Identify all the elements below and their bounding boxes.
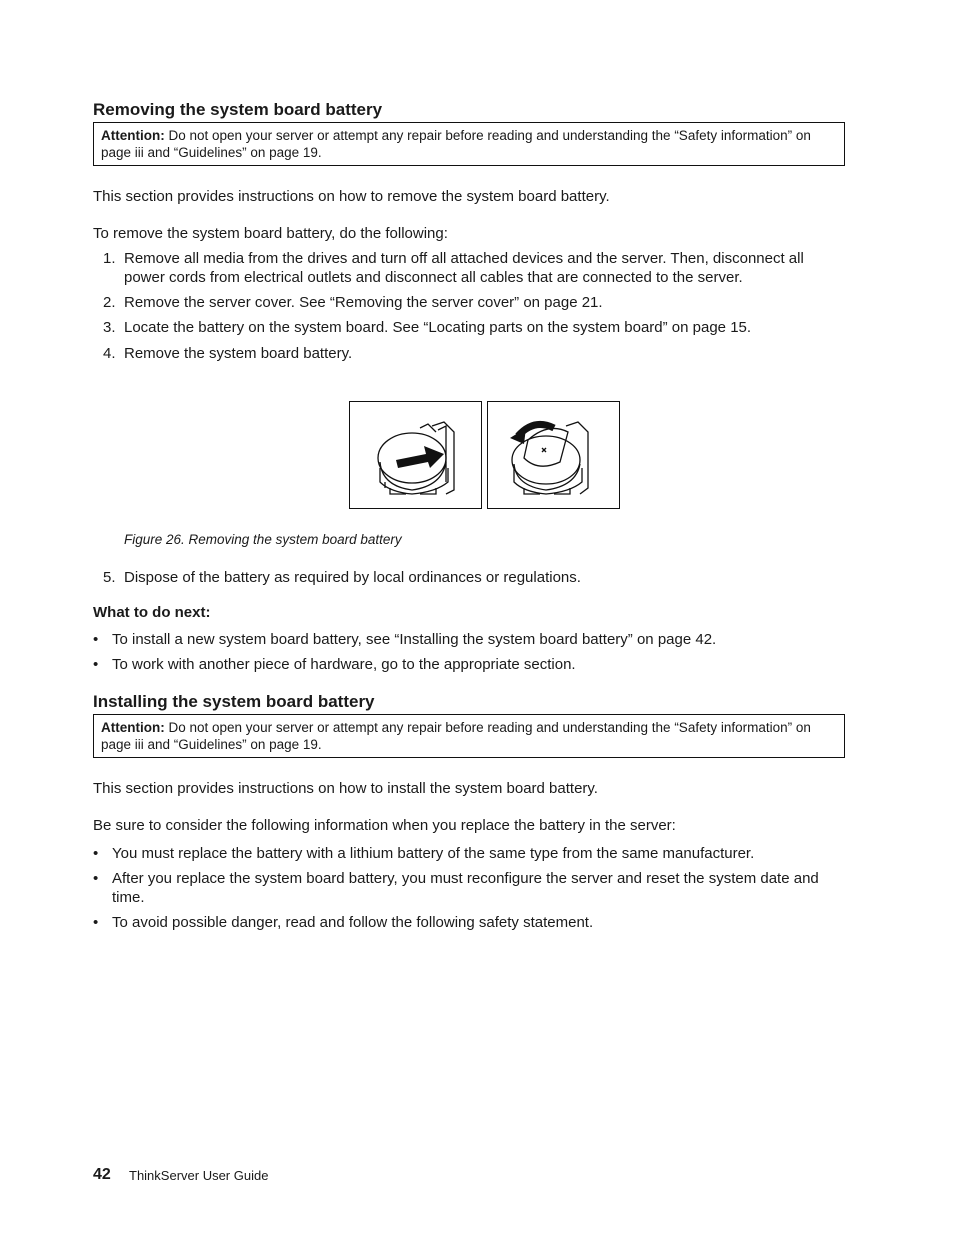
- intro-paragraph: This section provides instructions on how to remove the system board battery.: [93, 188, 610, 205]
- install-lead: Be sure to consider the following information when you replace the battery in the server:: [93, 817, 676, 834]
- step-text: Dispose of the battery as required by local ordinances or regulations.: [124, 569, 581, 586]
- procedure-lead: To remove the system board battery, do the following:: [93, 225, 448, 242]
- section-heading-removing: Removing the system board battery: [93, 100, 383, 119]
- attention-label: Attention:: [101, 720, 165, 735]
- attention-text: Do not open your server or attempt any repair before reading and understanding the “Safety information” on page iii and “Guidelines” on page 19.: [101, 720, 811, 752]
- bullet: •: [93, 656, 99, 673]
- step-text: Remove the system board battery.: [124, 345, 353, 362]
- install-intro-paragraph: This section provides instructions on how to install the system board battery.: [93, 780, 598, 797]
- attention-label: Attention:: [101, 128, 165, 143]
- step-text: Locate the battery on the system board. See “Locating parts on the system board” on page 15.: [124, 319, 752, 336]
- battery-lift-illustration: [487, 401, 620, 509]
- section-heading-installing: Installing the system board battery: [93, 692, 375, 711]
- next-step-text: To install a new system board battery, see “Installing the system board battery” on page 42.: [112, 631, 717, 648]
- consideration-text: You must replace the battery with a lithium battery of the same type from the same manufacturer.: [112, 845, 755, 862]
- attention-box: [93, 714, 845, 758]
- battery-lift-drawing: [488, 402, 619, 508]
- battery-push-drawing: [350, 402, 481, 508]
- bullet: •: [93, 845, 99, 862]
- step-number: 3.: [103, 319, 116, 336]
- step-number: 5.: [103, 569, 116, 586]
- page-number: 42: [93, 1166, 111, 1183]
- step-number: 4.: [103, 345, 116, 362]
- step-number: 1.: [103, 250, 116, 267]
- consideration-text: To avoid possible danger, read and follow the following safety statement.: [112, 914, 594, 931]
- attention-text: Do not open your server or attempt any repair before reading and understanding the “Safety information” on page iii and “Guidelines” on page 19.: [101, 128, 811, 160]
- consideration-text: After you replace the system board battery, you must reconfigure the server and reset the system date and time.: [112, 870, 819, 906]
- bullet: •: [93, 914, 99, 931]
- footer-title: ThinkServer User Guide: [129, 1168, 269, 1183]
- step-text: Remove all media from the drives and turn off all attached devices and the server. Then, disconnect all power cords from electrical outlets and disconnect all cables that are connected to the server.: [124, 250, 804, 286]
- attention-box: [93, 122, 845, 166]
- what-to-do-next-heading: What to do next:: [93, 604, 211, 621]
- next-step-text: To work with another piece of hardware, go to the appropriate section.: [112, 656, 576, 673]
- step-number: 2.: [103, 294, 116, 311]
- step-text: Remove the server cover. See “Removing the server cover” on page 21.: [124, 294, 603, 311]
- figure-caption: Figure 26. Removing the system board battery: [124, 532, 402, 547]
- bullet: •: [93, 631, 99, 648]
- bullet: •: [93, 870, 99, 887]
- battery-push-illustration: [349, 401, 482, 509]
